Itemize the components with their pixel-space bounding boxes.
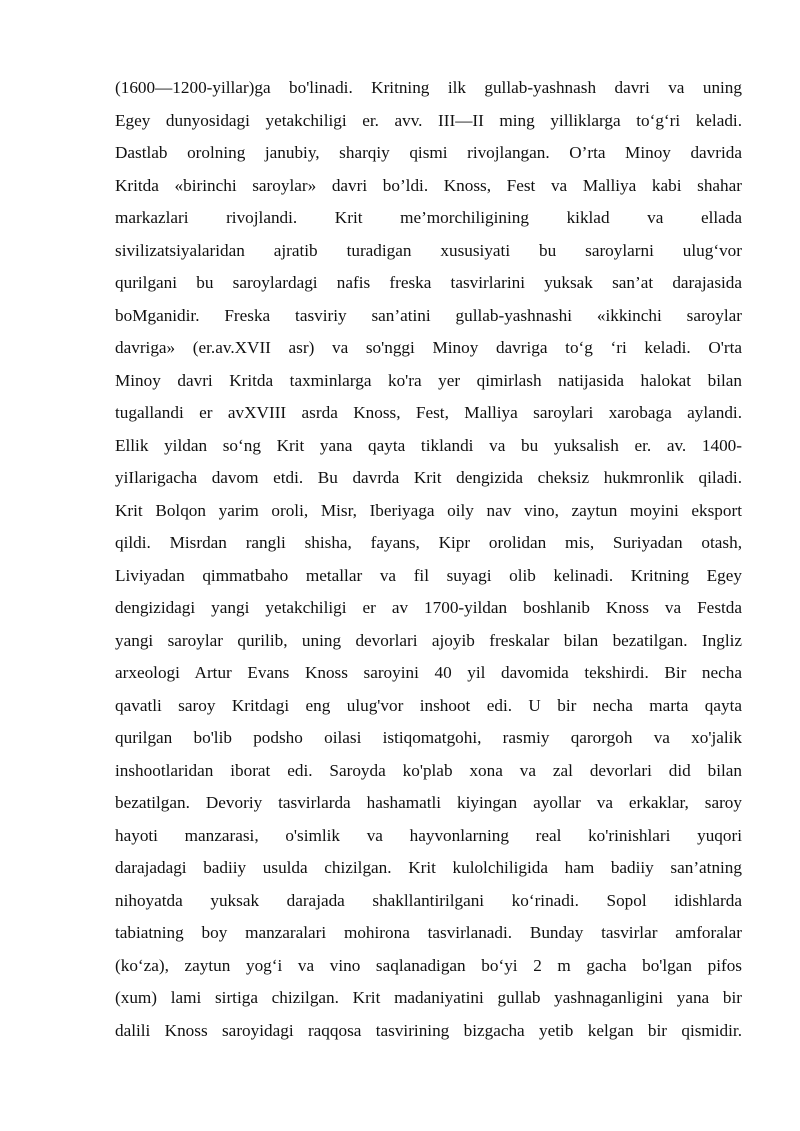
text-line: Krit Bolqon yarim oroli, Misr, Iberiyaga oily nav vino, zaytun moyini eksport xyxy=(115,500,742,520)
text-line: inshootlaridan iborat edi. Saroyda ko'plab xona va zal devorlari did bilan xyxy=(115,760,742,780)
text-line: Kritda «birinchi saroylar» davri bo’ldi. Knoss, Fest va Malliya kabi shahar xyxy=(115,175,742,195)
text-line: qurilgan bo'lib podsho oilasi istiqomatgohi, rasmiy qarorgoh va xo'jalik xyxy=(115,728,742,747)
text-line: Minoy davri Kritda taxminlarga ko'ra yer qimirlash natijasida halokat bilan xyxy=(115,370,742,390)
text-line: (ko‘za), zaytun yog‘i va vino saqlanadigan bo‘yi 2 m gacha bo'lgan pifos xyxy=(115,955,742,975)
text-line: markazlari rivojlandi. Krit me’morchiligining kiklad va ellada xyxy=(115,208,742,227)
text-line: qavatli saroy Kritdagi eng ulug'vor inshoot edi. U bir necha marta qayta xyxy=(115,695,742,715)
text-line: dalili Knoss saroyidagi raqqosa tasvirining bizgacha yetib kelgan bir qismidir. xyxy=(115,1020,742,1040)
text-line: Liviyadan qimmatbaho metallar va fil suyagi olib kelinadi. Kritning Egey xyxy=(115,565,742,585)
text-line: yangi saroylar qurilib, uning devorlari ajoyib freskalar bilan bezatilgan. Ingliz xyxy=(115,630,742,650)
text-line: boMganidir. Freska tasviriy san’atini gullab-yashnashi «ikkinchi saroylar xyxy=(115,305,742,325)
text-line: tabiatning boy manzaralari mohirona tasvirlanadi. Bunday tasvirlar amforalar xyxy=(115,923,742,942)
text-line: bezatilgan. Devoriy tasvirlarda hashamatli kiyingan ayollar va erkaklar, saroy xyxy=(115,793,742,812)
text-line: Egey dunyosidagi yetakchiligi er. avv. III—II ming yilliklarga to‘g‘ri keladi. xyxy=(115,110,742,130)
text-line: qildi. Misrdan rangli shisha, fayans, Kipr orolidan mis, Suriyadan otash, xyxy=(115,533,742,552)
text-line: (xum) lami sirtiga chizilgan. Krit madaniyatini gullab yashnaganligini yana bir xyxy=(115,988,742,1007)
text-line: tugallandi er avXVIII asrda Knoss, Fest, Malliya saroylari xarobaga aylandi. xyxy=(115,403,742,422)
text-line: qurilgani bu saroylardagi nafis freska tasvirlarini yuksak san’at darajasida xyxy=(115,273,742,292)
text-line: sivilizatsiyalaridan ajratib turadigan xususiyati bu saroylarni ulug‘vor xyxy=(115,240,742,260)
text-line: hayoti manzarasi, o'simlik va hayvonlarning real ko'rinishlari yuqori xyxy=(115,825,742,845)
text-line: arxeologi Artur Evans Knoss saroyini 40 yil davomida tekshirdi. Bir necha xyxy=(115,663,742,682)
text-line: nihoyatda yuksak darajada shakllantirilgani ko‘rinadi. Sopol idishlarda xyxy=(115,890,742,910)
text-line: dengizidagi yangi yetakchiligi er av 1700-yildan boshlanib Knoss va Festda xyxy=(115,598,742,617)
document-body xyxy=(115,72,742,1047)
text-line: Ellik yildan so‘ng Krit yana qayta tiklandi va bu yuksalish er. av. 1400- xyxy=(115,435,742,455)
text-line: yiIlarigacha davom etdi. Bu davrda Krit dengizida cheksiz hukmronlik qiladi. xyxy=(115,468,742,487)
text-line: (1600—1200-yillar)ga bo'linadi. Kritning ilk gullab-yashnash davri va uning xyxy=(115,78,742,97)
text-line: davriga» (er.av.XVII asr) va so'nggi Minoy davriga to‘g ‘ri keladi. O'rta xyxy=(115,338,742,357)
text-line: Dastlab orolning janubiy, sharqiy qismi rivojlangan. O’rta Minoy davrida xyxy=(115,143,742,162)
text-line: darajadagi badiiy usulda chizilgan. Krit kulolchiligida ham badiiy san’atning xyxy=(115,858,742,877)
